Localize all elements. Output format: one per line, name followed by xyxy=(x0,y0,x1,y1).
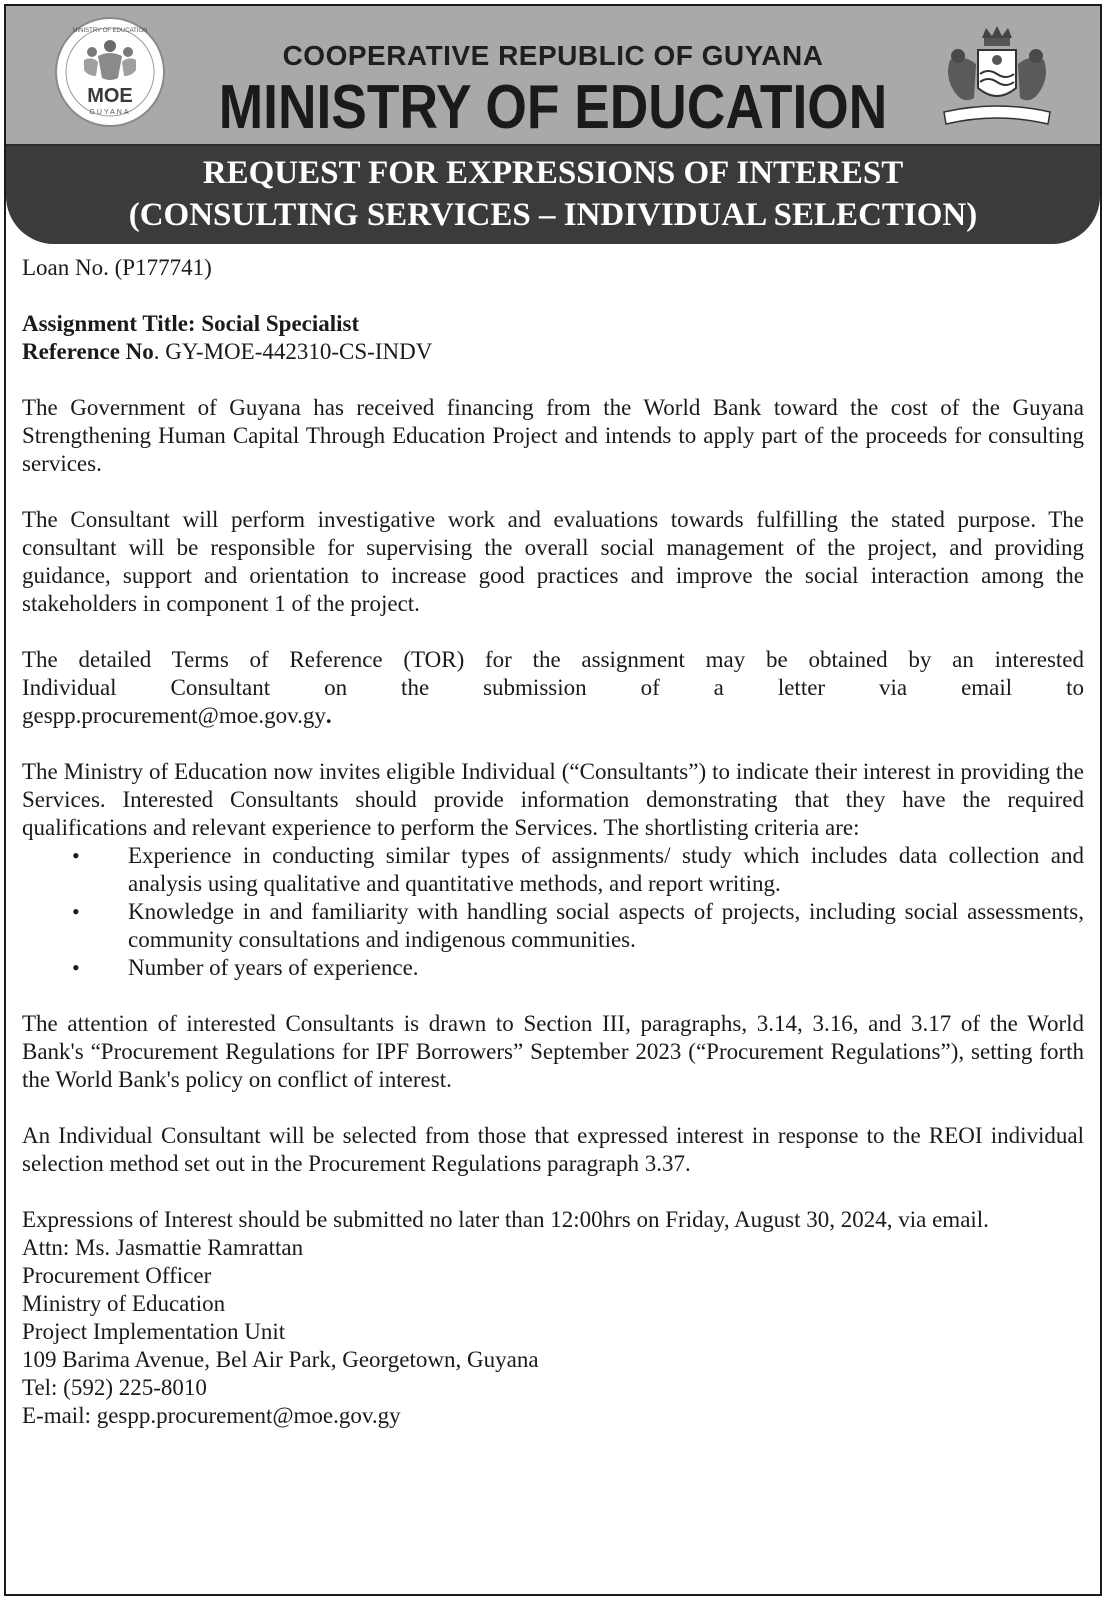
criterion-text: Number of years of experience. xyxy=(128,955,419,980)
contact-address: 109 Barima Avenue, Bel Air Park, Georgetown, Guyana xyxy=(22,1347,539,1372)
assignment-title: Assignment Title: Social Specialist xyxy=(22,311,360,336)
moe-logo-text: MOE xyxy=(87,85,133,107)
ministry-name: MINISTRY OF EDUCATION xyxy=(218,73,888,142)
masthead xyxy=(6,6,1100,146)
tor-email-link[interactable]: gespp.procurement@moe.gov.gy xyxy=(22,703,326,728)
paragraph-deadline: Expressions of Interest should be submitted no later than 12:00hrs on Friday, August 30, 2024, via email. xyxy=(22,1207,989,1232)
paragraph-consultant-role: The Consultant will perform investigative work and evaluations towards fulfilling the stated purpose. The consultant will be responsible for supervising the overall social management of the project, and providing guidance, support and orientation to increase good practices and improve the social interaction among the stakeholders in component 1 of the project. xyxy=(22,507,1084,616)
contact-attn: Attn: Ms. Jasmattie Ramrattan xyxy=(22,1235,304,1260)
contact-email[interactable]: E-mail: gespp.procurement@moe.gov.gy xyxy=(22,1403,401,1428)
paragraph-conflict-of-interest: The attention of interested Consultants is drawn to Section III, paragraphs, 3.14, 3.16, and 3.17 of the World Bank's “Procurement Regulations for IPF Borrowers” September 2023 (“Procurement Regulations”), setting forth the World Bank's policy on conflict of interest. xyxy=(22,1011,1084,1092)
reference-number xyxy=(22,338,1084,366)
banner-title-line-2: (CONSULTING SERVICES – INDIVIDUAL SELECTION) xyxy=(128,197,978,233)
advertisement-page xyxy=(4,4,1102,1596)
paragraph-financing: The Government of Guyana has received financing from the World Bank toward the cost of the Guyana Strengthening Human Capital Through Education Project and intends to apply part of the proceeds for consulting services. xyxy=(22,395,1084,476)
contact-unit: Project Implementation Unit xyxy=(22,1319,286,1344)
paragraph-selection-method: An Individual Consultant will be selected from those that expressed interest in response to the REOI individual selection method set out in the Procurement Regulations paragraph 3.37. xyxy=(22,1123,1084,1176)
paragraph-tor-email xyxy=(22,702,1084,730)
banner-title-line-1: REQUEST FOR EXPRESSIONS OF INTEREST xyxy=(202,155,904,191)
contact-block xyxy=(22,1234,1084,1430)
list-item xyxy=(22,842,1084,898)
bullet-icon: • xyxy=(72,955,80,980)
moe-logo-toptext: MINISTRY OF EDUCATION xyxy=(72,28,148,34)
reference-label: Reference No xyxy=(22,339,154,364)
criterion-text: Experience in conducting similar types of assignments/ study which includes data collection and analysis using qualitative and quantitative methods, and report writing. xyxy=(128,843,1084,896)
title-banner xyxy=(6,146,1100,244)
contact-organization: Ministry of Education xyxy=(22,1291,226,1316)
moe-logo-subtext: GUYANA xyxy=(89,109,131,116)
reference-value: . GY-MOE-442310-CS-INDV xyxy=(153,339,433,364)
criterion-text: Knowledge in and familiarity with handling social aspects of projects, including social assessments, community consultations and indigenous communities. xyxy=(128,899,1084,952)
loan-number: Loan No. (P177741) xyxy=(22,255,212,280)
tor-email-period: . xyxy=(325,703,332,728)
country-name: COOPERATIVE REPUBLIC OF GUYANA xyxy=(282,40,824,71)
list-item xyxy=(22,954,1084,982)
paragraph-invitation: The Ministry of Education now invites eligible Individual (“Consultants”) to indicate their interest in providing the Services. Interested Consultants should provide information demonstrating that they have the required qualifications and relevant experience to perform the Services. The shortlisting criteria are: xyxy=(22,759,1084,840)
guyana-coat-of-arms-icon xyxy=(936,20,1058,132)
notice-body xyxy=(6,244,1100,1430)
paragraph-tor-line-1: The detailed Terms of Reference (TOR) for the assignment may be obtained by an interested xyxy=(22,647,1084,672)
shortlisting-criteria-list xyxy=(22,842,1084,982)
list-item xyxy=(22,898,1084,954)
paragraph-tor-line-2: Individual Consultant on the submission of a letter via email to xyxy=(22,675,1084,700)
contact-telephone: Tel: (592) 225-8010 xyxy=(22,1375,207,1400)
bullet-icon: • xyxy=(72,899,80,924)
bullet-icon: • xyxy=(72,843,80,868)
contact-title: Procurement Officer xyxy=(22,1263,212,1288)
